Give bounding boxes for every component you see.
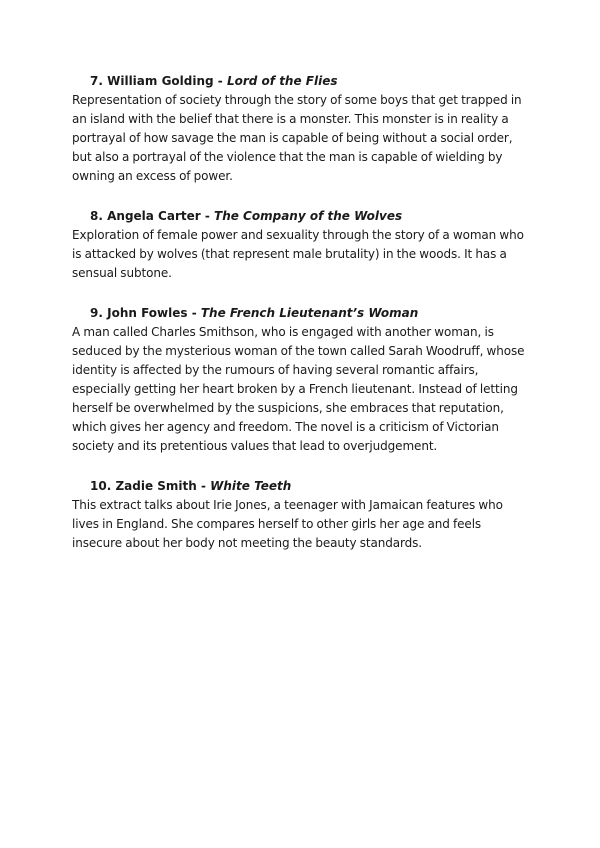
entry-title: Lord of the Flies [226,74,338,88]
entry-separator: - [213,74,227,88]
entry-number: 9. [90,306,103,320]
entry-heading [90,477,532,496]
document-page [72,72,532,574]
entry-title: The French Lieutenant’s Woman [200,306,419,320]
entry-heading [90,72,532,91]
entry-number: 7. [90,74,103,88]
entry-heading [90,207,532,226]
entry-description: Representation of society through the story of some boys that get trapped in an island with the belief that there is a monster. This monster is in reality a portrayal of how savage the man is capable of being without a social order, but also a portrayal of the violence that the man is capable of wielding by owning an excess of power. [72,93,522,183]
entry-heading [90,304,532,323]
entry-author: Zadie Smith [115,479,197,493]
entry-separator: - [196,479,211,493]
entry-title: The Company of the Wolves [214,209,403,223]
list-item [72,72,532,186]
entry-number: 8. [90,209,103,223]
entry-description: A man called Charles Smithson, who is engaged with another woman, is seduced by the mysterious woman of the town called Sarah Woodruff, whose identity is affected by the rumours of having several romantic affairs, especially getting her heart broken by a French lieutenant. Instead of letting herself be overwhelmed by the suspicions, she embraces that reputation, which gives her agency and freedom. The novel is a criticism of Victorian society and its pretentious values that lead to overjudgement. [72,325,525,453]
list-item [72,207,532,283]
list-item [72,477,532,553]
entry-author: Angela Carter [107,209,201,223]
entry-description: This extract talks about Irie Jones, a teenager with Jamaican features who lives in England. She compares herself to other girls her age and feels insecure about her body not meeting the beauty standards. [72,498,503,550]
entry-separator: - [187,306,201,320]
entry-description: Exploration of female power and sexuality through the story of a woman who is attacked by wolves (that represent male brutality) in the woods. It has a sensual subtone. [72,228,524,280]
entry-number: 10. [90,479,112,493]
entry-title: White Teeth [210,479,292,493]
entry-separator: - [200,209,215,223]
entry-author: John Fowles [107,306,188,320]
entry-author: William Golding [107,74,214,88]
list-item [72,304,532,456]
